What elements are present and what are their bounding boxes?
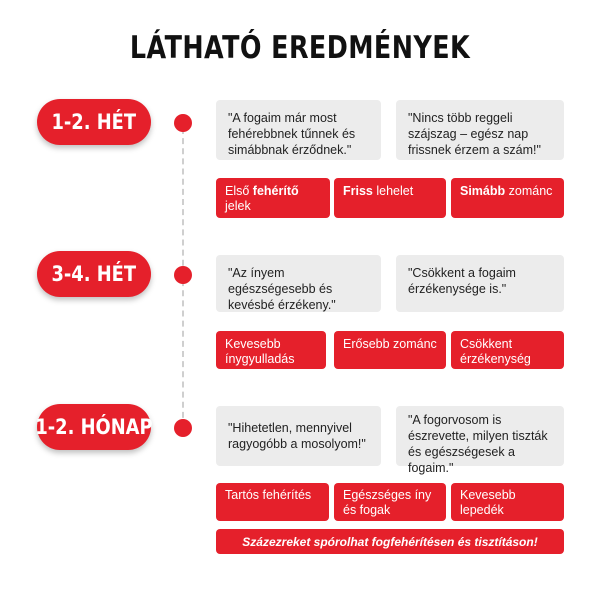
- stage-3-quote-1: "Hihetetlen, mennyivel ragyogóbb a mosolyom!": [216, 406, 381, 466]
- stage-1-tag-2: Friss lehelet: [334, 178, 446, 218]
- stage-1-tag-1: Első fehérítő jelek: [216, 178, 330, 218]
- savings-banner: Százezreket spórolhat fogfehérítésen és tisztításon!: [216, 529, 564, 554]
- stage-2-dot: [174, 266, 192, 284]
- stage-3-tag-2: Egészséges íny és fogak: [334, 483, 446, 521]
- stage-3-tag-1: Tartós fehérítés: [216, 483, 329, 521]
- stage-1-tag-3: Simább zománc: [451, 178, 564, 218]
- stage-2-quote-2: "Csökkent a fogaim érzékenysége is.": [396, 255, 564, 312]
- stage-3-badge: 1-2. HÓNAP: [37, 404, 151, 450]
- stage-1-quote-1: "A fogaim már most fehérebbnek tűnnek és simábbnak érződnek.": [216, 100, 381, 160]
- stage-2-badge: 3-4. HÉT: [37, 251, 151, 297]
- stage-1-quote-2: "Nincs több reggeli szájszag – egész nap frissnek érzem a szám!": [396, 100, 564, 160]
- stage-1-badge: 1-2. HÉT: [37, 99, 151, 145]
- page-title: LÁTHATÓ EREDMÉNYEK: [129, 30, 471, 66]
- stage-3-quote-2: "A fogorvosom is észrevette, milyen tiszták és egészségesek a fogaim.": [396, 406, 564, 466]
- stage-3-tag-3: Kevesebb lepedék: [451, 483, 564, 521]
- stage-3-dot: [174, 419, 192, 437]
- stage-2-tag-2: Erősebb zománc: [334, 331, 446, 369]
- stage-2-tag-1: Kevesebb ínygyulladás: [216, 331, 326, 369]
- stage-2-tag-3: Csökkent érzékenység: [451, 331, 564, 369]
- stage-1-dot: [174, 114, 192, 132]
- stage-2-quote-1: "Az ínyem egészségesebb és kevésbé érzékeny.": [216, 255, 381, 312]
